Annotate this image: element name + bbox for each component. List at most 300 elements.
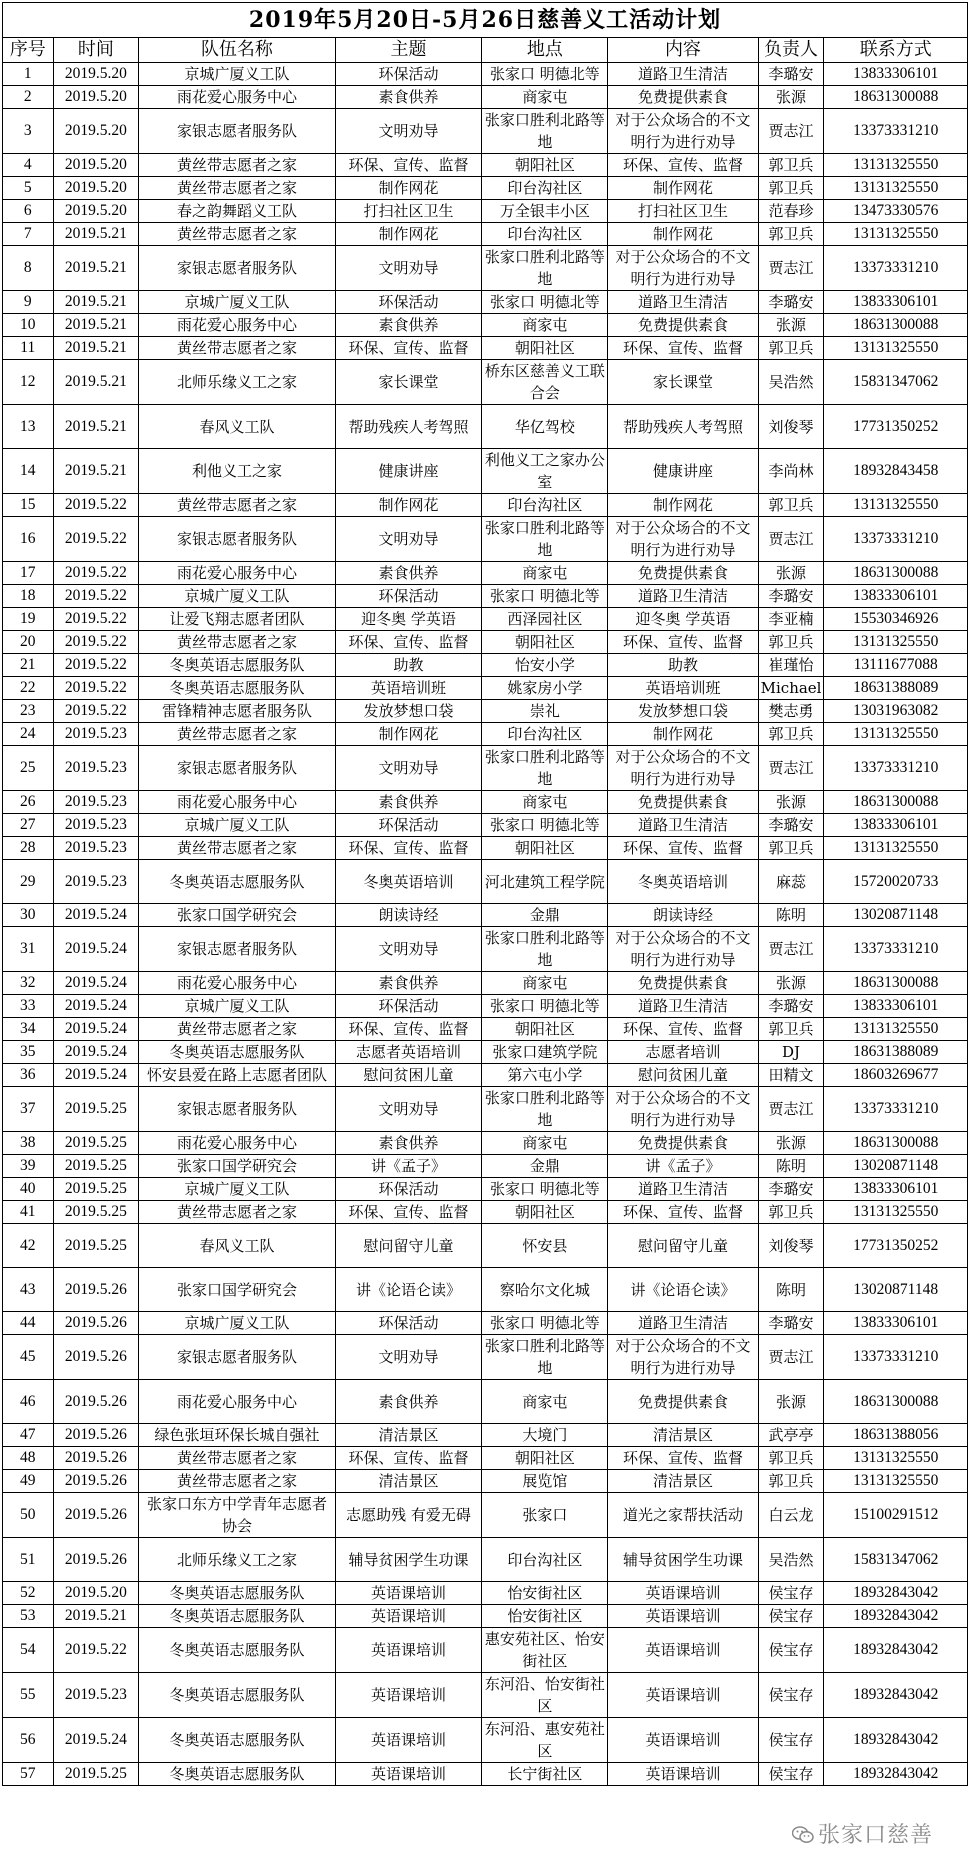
place-cell: 朝阳社区 xyxy=(482,154,608,177)
place-cell: 印台沟社区 xyxy=(482,1538,608,1582)
table-row xyxy=(3,154,968,177)
theme-cell: 家长课堂 xyxy=(335,360,482,405)
phone-cell: 13473330576 xyxy=(824,200,968,223)
table-row xyxy=(3,1178,968,1201)
place-cell: 张家口胜利北路等地 xyxy=(482,927,608,972)
content-cell: 慰问留守儿童 xyxy=(608,1224,758,1268)
team-cell: 京城广厦义工队 xyxy=(139,63,335,86)
table-row xyxy=(3,1268,968,1312)
team-cell: 北师乐缘义工之家 xyxy=(139,360,335,405)
place-cell: 察哈尔文化城 xyxy=(482,1268,608,1312)
seq-cell: 20 xyxy=(3,631,54,654)
seq-cell: 30 xyxy=(3,904,54,927)
date-cell: 2019.5.25 xyxy=(53,1132,139,1155)
theme-cell: 环保活动 xyxy=(335,1178,482,1201)
wechat-icon xyxy=(792,1826,814,1844)
header-phone: 联系方式 xyxy=(824,38,968,63)
team-cell: 张家口国学研究会 xyxy=(139,1268,335,1312)
content-cell: 环保、宣传、监督 xyxy=(608,1018,758,1041)
content-cell: 清洁景区 xyxy=(608,1470,758,1493)
date-cell: 2019.5.22 xyxy=(53,608,139,631)
date-cell: 2019.5.23 xyxy=(53,746,139,791)
phone-cell: 13131325550 xyxy=(824,1018,968,1041)
theme-cell: 环保活动 xyxy=(335,63,482,86)
content-cell: 对于公众场合的不文明行为进行劝导 xyxy=(608,246,758,291)
table-row xyxy=(3,1201,968,1224)
content-cell: 打扫社区卫生 xyxy=(608,200,758,223)
team-cell: 冬奥英语志愿服务队 xyxy=(139,1673,335,1718)
place-cell: 大境门 xyxy=(482,1424,608,1447)
table-row xyxy=(3,1763,968,1786)
phone-cell: 13131325550 xyxy=(824,1447,968,1470)
phone-cell: 18932843042 xyxy=(824,1605,968,1628)
date-cell: 2019.5.20 xyxy=(53,200,139,223)
seq-cell: 5 xyxy=(3,177,54,200)
team-cell: 家银志愿者服务队 xyxy=(139,746,335,791)
phone-cell: 13833306101 xyxy=(824,1312,968,1335)
theme-cell: 环保、宣传、监督 xyxy=(335,337,482,360)
date-cell: 2019.5.26 xyxy=(53,1493,139,1538)
leader-cell: 郭卫兵 xyxy=(758,223,824,246)
table-row xyxy=(3,246,968,291)
seq-cell: 46 xyxy=(3,1380,54,1424)
team-cell: 绿色张垣环保长城自强社 xyxy=(139,1424,335,1447)
theme-cell: 制作网花 xyxy=(335,494,482,517)
phone-cell: 18631388089 xyxy=(824,677,968,700)
content-cell: 英语课培训 xyxy=(608,1582,758,1605)
place-cell: 东河沿、惠安苑社区 xyxy=(482,1718,608,1763)
place-cell: 姚家房小学 xyxy=(482,677,608,700)
phone-cell: 18631300088 xyxy=(824,562,968,585)
place-cell: 张家口胜利北路等地 xyxy=(482,1087,608,1132)
seq-cell: 53 xyxy=(3,1605,54,1628)
date-cell: 2019.5.20 xyxy=(53,177,139,200)
leader-cell: 张源 xyxy=(758,972,824,995)
seq-cell: 24 xyxy=(3,723,54,746)
seq-cell: 28 xyxy=(3,837,54,860)
place-cell: 金鼎 xyxy=(482,904,608,927)
leader-cell: 郭卫兵 xyxy=(758,1201,824,1224)
team-cell: 黄丝带志愿者之家 xyxy=(139,1201,335,1224)
page-title: 2019年5月20日-5月26日慈善义工活动计划 xyxy=(3,3,968,38)
table-row xyxy=(3,677,968,700)
date-cell: 2019.5.20 xyxy=(53,109,139,154)
seq-cell: 26 xyxy=(3,791,54,814)
team-cell: 家银志愿者服务队 xyxy=(139,1087,335,1132)
leader-cell: Michael xyxy=(758,677,824,700)
seq-cell: 48 xyxy=(3,1447,54,1470)
content-cell: 对于公众场合的不文明行为进行劝导 xyxy=(608,1087,758,1132)
date-cell: 2019.5.22 xyxy=(53,494,139,517)
leader-cell: 郭卫兵 xyxy=(758,1018,824,1041)
phone-cell: 15530346926 xyxy=(824,608,968,631)
leader-cell: 侯宝存 xyxy=(758,1673,824,1718)
content-cell: 辅导贫困学生功课 xyxy=(608,1538,758,1582)
date-cell: 2019.5.21 xyxy=(53,314,139,337)
theme-cell: 素食供养 xyxy=(335,972,482,995)
phone-cell: 13373331210 xyxy=(824,1335,968,1380)
place-cell: 印台沟社区 xyxy=(482,723,608,746)
seq-cell: 45 xyxy=(3,1335,54,1380)
team-cell: 雨花爱心服务中心 xyxy=(139,1380,335,1424)
content-cell: 环保、宣传、监督 xyxy=(608,631,758,654)
table-row xyxy=(3,791,968,814)
table-row xyxy=(3,337,968,360)
header-leader: 负责人 xyxy=(758,38,824,63)
content-cell: 慰问贫困儿童 xyxy=(608,1064,758,1087)
date-cell: 2019.5.22 xyxy=(53,631,139,654)
team-cell: 利他义工之家 xyxy=(139,449,335,494)
leader-cell: 贾志江 xyxy=(758,1087,824,1132)
place-cell: 张家口 明德北等 xyxy=(482,585,608,608)
table-row xyxy=(3,723,968,746)
leader-cell: 郭卫兵 xyxy=(758,494,824,517)
theme-cell: 英语培训班 xyxy=(335,677,482,700)
date-cell: 2019.5.22 xyxy=(53,677,139,700)
phone-cell: 18932843042 xyxy=(824,1718,968,1763)
team-cell: 冬奥英语志愿服务队 xyxy=(139,654,335,677)
table-row xyxy=(3,314,968,337)
date-cell: 2019.5.23 xyxy=(53,723,139,746)
content-cell: 道路卫生清洁 xyxy=(608,63,758,86)
place-cell: 朝阳社区 xyxy=(482,837,608,860)
phone-cell: 18631300088 xyxy=(824,791,968,814)
team-cell: 黄丝带志愿者之家 xyxy=(139,1018,335,1041)
phone-cell: 13833306101 xyxy=(824,291,968,314)
date-cell: 2019.5.25 xyxy=(53,1763,139,1786)
date-cell: 2019.5.26 xyxy=(53,1335,139,1380)
place-cell: 印台沟社区 xyxy=(482,494,608,517)
content-cell: 免费提供素食 xyxy=(608,314,758,337)
date-cell: 2019.5.24 xyxy=(53,1718,139,1763)
leader-cell: 李璐安 xyxy=(758,814,824,837)
seq-cell: 56 xyxy=(3,1718,54,1763)
seq-cell: 34 xyxy=(3,1018,54,1041)
seq-cell: 23 xyxy=(3,700,54,723)
theme-cell: 素食供养 xyxy=(335,1380,482,1424)
date-cell: 2019.5.20 xyxy=(53,63,139,86)
table-row xyxy=(3,1335,968,1380)
team-cell: 黄丝带志愿者之家 xyxy=(139,837,335,860)
date-cell: 2019.5.26 xyxy=(53,1447,139,1470)
phone-cell: 13833306101 xyxy=(824,63,968,86)
place-cell: 金鼎 xyxy=(482,1155,608,1178)
header-team: 队伍名称 xyxy=(139,38,335,63)
date-cell: 2019.5.23 xyxy=(53,837,139,860)
leader-cell: 贾志江 xyxy=(758,517,824,562)
team-cell: 京城广厦义工队 xyxy=(139,585,335,608)
phone-cell: 13833306101 xyxy=(824,995,968,1018)
leader-cell: 吴浩然 xyxy=(758,1538,824,1582)
content-cell: 道路卫生清洁 xyxy=(608,585,758,608)
date-cell: 2019.5.26 xyxy=(53,1538,139,1582)
team-cell: 春之韵舞蹈义工队 xyxy=(139,200,335,223)
table-row xyxy=(3,494,968,517)
leader-cell: 郭卫兵 xyxy=(758,337,824,360)
table-row xyxy=(3,86,968,109)
seq-cell: 18 xyxy=(3,585,54,608)
content-cell: 道路卫生清洁 xyxy=(608,995,758,1018)
seq-cell: 49 xyxy=(3,1470,54,1493)
content-cell: 健康讲座 xyxy=(608,449,758,494)
theme-cell: 环保、宣传、监督 xyxy=(335,154,482,177)
date-cell: 2019.5.25 xyxy=(53,1178,139,1201)
team-cell: 黄丝带志愿者之家 xyxy=(139,1470,335,1493)
seq-cell: 41 xyxy=(3,1201,54,1224)
theme-cell: 制作网花 xyxy=(335,723,482,746)
theme-cell: 英语课培训 xyxy=(335,1628,482,1673)
leader-cell: 贾志江 xyxy=(758,1335,824,1380)
date-cell: 2019.5.21 xyxy=(53,1605,139,1628)
seq-cell: 32 xyxy=(3,972,54,995)
place-cell: 第六屯小学 xyxy=(482,1064,608,1087)
leader-cell: 崔瑾怡 xyxy=(758,654,824,677)
table-row xyxy=(3,1447,968,1470)
content-cell: 家长课堂 xyxy=(608,360,758,405)
header-theme: 主题 xyxy=(335,38,482,63)
leader-cell: 郭卫兵 xyxy=(758,631,824,654)
table-row xyxy=(3,1224,968,1268)
phone-cell: 18631300088 xyxy=(824,1132,968,1155)
header-place: 地点 xyxy=(482,38,608,63)
place-cell: 商家屯 xyxy=(482,1132,608,1155)
team-cell: 黄丝带志愿者之家 xyxy=(139,177,335,200)
date-cell: 2019.5.22 xyxy=(53,517,139,562)
phone-cell: 18631300088 xyxy=(824,86,968,109)
team-cell: 雨花爱心服务中心 xyxy=(139,1132,335,1155)
seq-cell: 17 xyxy=(3,562,54,585)
leader-cell: 范春珍 xyxy=(758,200,824,223)
phone-cell: 13373331210 xyxy=(824,1087,968,1132)
theme-cell: 冬奥英语培训 xyxy=(335,860,482,904)
team-cell: 冬奥英语志愿服务队 xyxy=(139,1041,335,1064)
content-cell: 道路卫生清洁 xyxy=(608,291,758,314)
team-cell: 怀安县爱在路上志愿者团队 xyxy=(139,1064,335,1087)
seq-cell: 47 xyxy=(3,1424,54,1447)
seq-cell: 2 xyxy=(3,86,54,109)
table-row xyxy=(3,177,968,200)
place-cell: 朝阳社区 xyxy=(482,1018,608,1041)
theme-cell: 制作网花 xyxy=(335,223,482,246)
theme-cell: 环保活动 xyxy=(335,995,482,1018)
seq-cell: 40 xyxy=(3,1178,54,1201)
team-cell: 黄丝带志愿者之家 xyxy=(139,154,335,177)
leader-cell: 吴浩然 xyxy=(758,360,824,405)
team-cell: 黄丝带志愿者之家 xyxy=(139,631,335,654)
place-cell: 惠安苑社区、怡安街社区 xyxy=(482,1628,608,1673)
team-cell: 冬奥英语志愿服务队 xyxy=(139,860,335,904)
theme-cell: 发放梦想口袋 xyxy=(335,700,482,723)
theme-cell: 素食供养 xyxy=(335,86,482,109)
leader-cell: 张源 xyxy=(758,86,824,109)
leader-cell: 贾志江 xyxy=(758,746,824,791)
table-row xyxy=(3,585,968,608)
content-cell: 制作网花 xyxy=(608,223,758,246)
team-cell: 家银志愿者服务队 xyxy=(139,927,335,972)
phone-cell: 13373331210 xyxy=(824,246,968,291)
seq-cell: 3 xyxy=(3,109,54,154)
place-cell: 商家屯 xyxy=(482,86,608,109)
phone-cell: 18631300088 xyxy=(824,972,968,995)
date-cell: 2019.5.23 xyxy=(53,791,139,814)
leader-cell: 张源 xyxy=(758,1132,824,1155)
seq-cell: 1 xyxy=(3,63,54,86)
theme-cell: 环保活动 xyxy=(335,291,482,314)
theme-cell: 英语课培训 xyxy=(335,1718,482,1763)
team-cell: 雨花爱心服务中心 xyxy=(139,86,335,109)
place-cell: 朝阳社区 xyxy=(482,1201,608,1224)
content-cell: 对于公众场合的不文明行为进行劝导 xyxy=(608,517,758,562)
table-row xyxy=(3,904,968,927)
content-cell: 英语培训班 xyxy=(608,677,758,700)
leader-cell: 麻蕊 xyxy=(758,860,824,904)
seq-cell: 10 xyxy=(3,314,54,337)
place-cell: 朝阳社区 xyxy=(482,1447,608,1470)
theme-cell: 环保、宣传、监督 xyxy=(335,837,482,860)
team-cell: 京城广厦义工队 xyxy=(139,1312,335,1335)
seq-cell: 11 xyxy=(3,337,54,360)
table-row xyxy=(3,700,968,723)
team-cell: 黄丝带志愿者之家 xyxy=(139,494,335,517)
content-cell: 道路卫生清洁 xyxy=(608,1178,758,1201)
phone-cell: 13031963082 xyxy=(824,700,968,723)
header-date: 时间 xyxy=(53,38,139,63)
date-cell: 2019.5.24 xyxy=(53,972,139,995)
phone-cell: 18631300088 xyxy=(824,314,968,337)
date-cell: 2019.5.23 xyxy=(53,1673,139,1718)
team-cell: 黄丝带志愿者之家 xyxy=(139,1447,335,1470)
theme-cell: 文明劝导 xyxy=(335,1335,482,1380)
phone-cell: 15831347062 xyxy=(824,1538,968,1582)
leader-cell: 郭卫兵 xyxy=(758,723,824,746)
phone-cell: 13833306101 xyxy=(824,1178,968,1201)
date-cell: 2019.5.21 xyxy=(53,291,139,314)
content-cell: 朗读诗经 xyxy=(608,904,758,927)
team-cell: 雨花爱心服务中心 xyxy=(139,972,335,995)
table-row xyxy=(3,1087,968,1132)
place-cell: 张家口胜利北路等地 xyxy=(482,1335,608,1380)
team-cell: 黄丝带志愿者之家 xyxy=(139,723,335,746)
leader-cell: 贾志江 xyxy=(758,109,824,154)
date-cell: 2019.5.26 xyxy=(53,1470,139,1493)
header-row xyxy=(3,38,968,63)
team-cell: 京城广厦义工队 xyxy=(139,995,335,1018)
place-cell: 商家屯 xyxy=(482,562,608,585)
table-row xyxy=(3,860,968,904)
seq-cell: 4 xyxy=(3,154,54,177)
leader-cell: 郭卫兵 xyxy=(758,177,824,200)
theme-cell: 慰问贫困儿童 xyxy=(335,1064,482,1087)
seq-cell: 16 xyxy=(3,517,54,562)
content-cell: 免费提供素食 xyxy=(608,1132,758,1155)
seq-cell: 55 xyxy=(3,1673,54,1718)
content-cell: 环保、宣传、监督 xyxy=(608,1447,758,1470)
leader-cell: 刘俊琴 xyxy=(758,1224,824,1268)
content-cell: 讲《孟子》 xyxy=(608,1155,758,1178)
header-content: 内容 xyxy=(608,38,758,63)
phone-cell: 13373331210 xyxy=(824,517,968,562)
phone-cell: 13131325550 xyxy=(824,223,968,246)
table-row xyxy=(3,1380,968,1424)
content-cell: 环保、宣传、监督 xyxy=(608,1201,758,1224)
place-cell: 张家口 明德北等 xyxy=(482,814,608,837)
content-cell: 对于公众场合的不文明行为进行劝导 xyxy=(608,746,758,791)
date-cell: 2019.5.21 xyxy=(53,405,139,449)
seq-cell: 21 xyxy=(3,654,54,677)
team-cell: 雨花爱心服务中心 xyxy=(139,791,335,814)
theme-cell: 讲《论语仑读》 xyxy=(335,1268,482,1312)
seq-cell: 29 xyxy=(3,860,54,904)
content-cell: 制作网花 xyxy=(608,177,758,200)
phone-cell: 18932843042 xyxy=(824,1628,968,1673)
place-cell: 朝阳社区 xyxy=(482,337,608,360)
seq-cell: 37 xyxy=(3,1087,54,1132)
seq-cell: 25 xyxy=(3,746,54,791)
theme-cell: 英语课培训 xyxy=(335,1582,482,1605)
place-cell: 崇礼 xyxy=(482,700,608,723)
seq-cell: 14 xyxy=(3,449,54,494)
header-seq: 序号 xyxy=(3,38,54,63)
phone-cell: 13131325550 xyxy=(824,494,968,517)
place-cell: 张家口胜利北路等地 xyxy=(482,109,608,154)
phone-cell: 18603269677 xyxy=(824,1064,968,1087)
phone-cell: 15720020733 xyxy=(824,860,968,904)
theme-cell: 制作网花 xyxy=(335,177,482,200)
phone-cell: 13833306101 xyxy=(824,585,968,608)
phone-cell: 13131325550 xyxy=(824,631,968,654)
schedule-sheet xyxy=(2,2,968,1786)
content-cell: 免费提供素食 xyxy=(608,562,758,585)
theme-cell: 环保、宣传、监督 xyxy=(335,1201,482,1224)
content-cell: 免费提供素食 xyxy=(608,86,758,109)
leader-cell: 陈明 xyxy=(758,1155,824,1178)
team-cell: 黄丝带志愿者之家 xyxy=(139,223,335,246)
table-row xyxy=(3,562,968,585)
date-cell: 2019.5.24 xyxy=(53,1018,139,1041)
content-cell: 对于公众场合的不文明行为进行劝导 xyxy=(608,109,758,154)
place-cell: 商家屯 xyxy=(482,314,608,337)
phone-cell: 18631388056 xyxy=(824,1424,968,1447)
place-cell: 商家屯 xyxy=(482,972,608,995)
team-cell: 春风义工队 xyxy=(139,1224,335,1268)
team-cell: 让爱飞翔志愿者团队 xyxy=(139,608,335,631)
content-cell: 免费提供素食 xyxy=(608,1380,758,1424)
phone-cell: 18932843458 xyxy=(824,449,968,494)
theme-cell: 健康讲座 xyxy=(335,449,482,494)
content-cell: 制作网花 xyxy=(608,494,758,517)
place-cell: 朝阳社区 xyxy=(482,631,608,654)
leader-cell: 李璐安 xyxy=(758,1178,824,1201)
team-cell: 雷锋精神志愿者服务队 xyxy=(139,700,335,723)
place-cell: 张家口 明德北等 xyxy=(482,1178,608,1201)
leader-cell: DJ xyxy=(758,1041,824,1064)
content-cell: 免费提供素食 xyxy=(608,791,758,814)
theme-cell: 文明劝导 xyxy=(335,1087,482,1132)
seq-cell: 13 xyxy=(3,405,54,449)
date-cell: 2019.5.24 xyxy=(53,1041,139,1064)
phone-cell: 18631300088 xyxy=(824,1380,968,1424)
leader-cell: 樊志勇 xyxy=(758,700,824,723)
leader-cell: 张源 xyxy=(758,314,824,337)
theme-cell: 素食供养 xyxy=(335,562,482,585)
theme-cell: 文明劝导 xyxy=(335,517,482,562)
place-cell: 张家口胜利北路等地 xyxy=(482,746,608,791)
table-row xyxy=(3,814,968,837)
phone-cell: 13020871148 xyxy=(824,1268,968,1312)
content-cell: 免费提供素食 xyxy=(608,972,758,995)
phone-cell: 15100291512 xyxy=(824,1493,968,1538)
seq-cell: 52 xyxy=(3,1582,54,1605)
